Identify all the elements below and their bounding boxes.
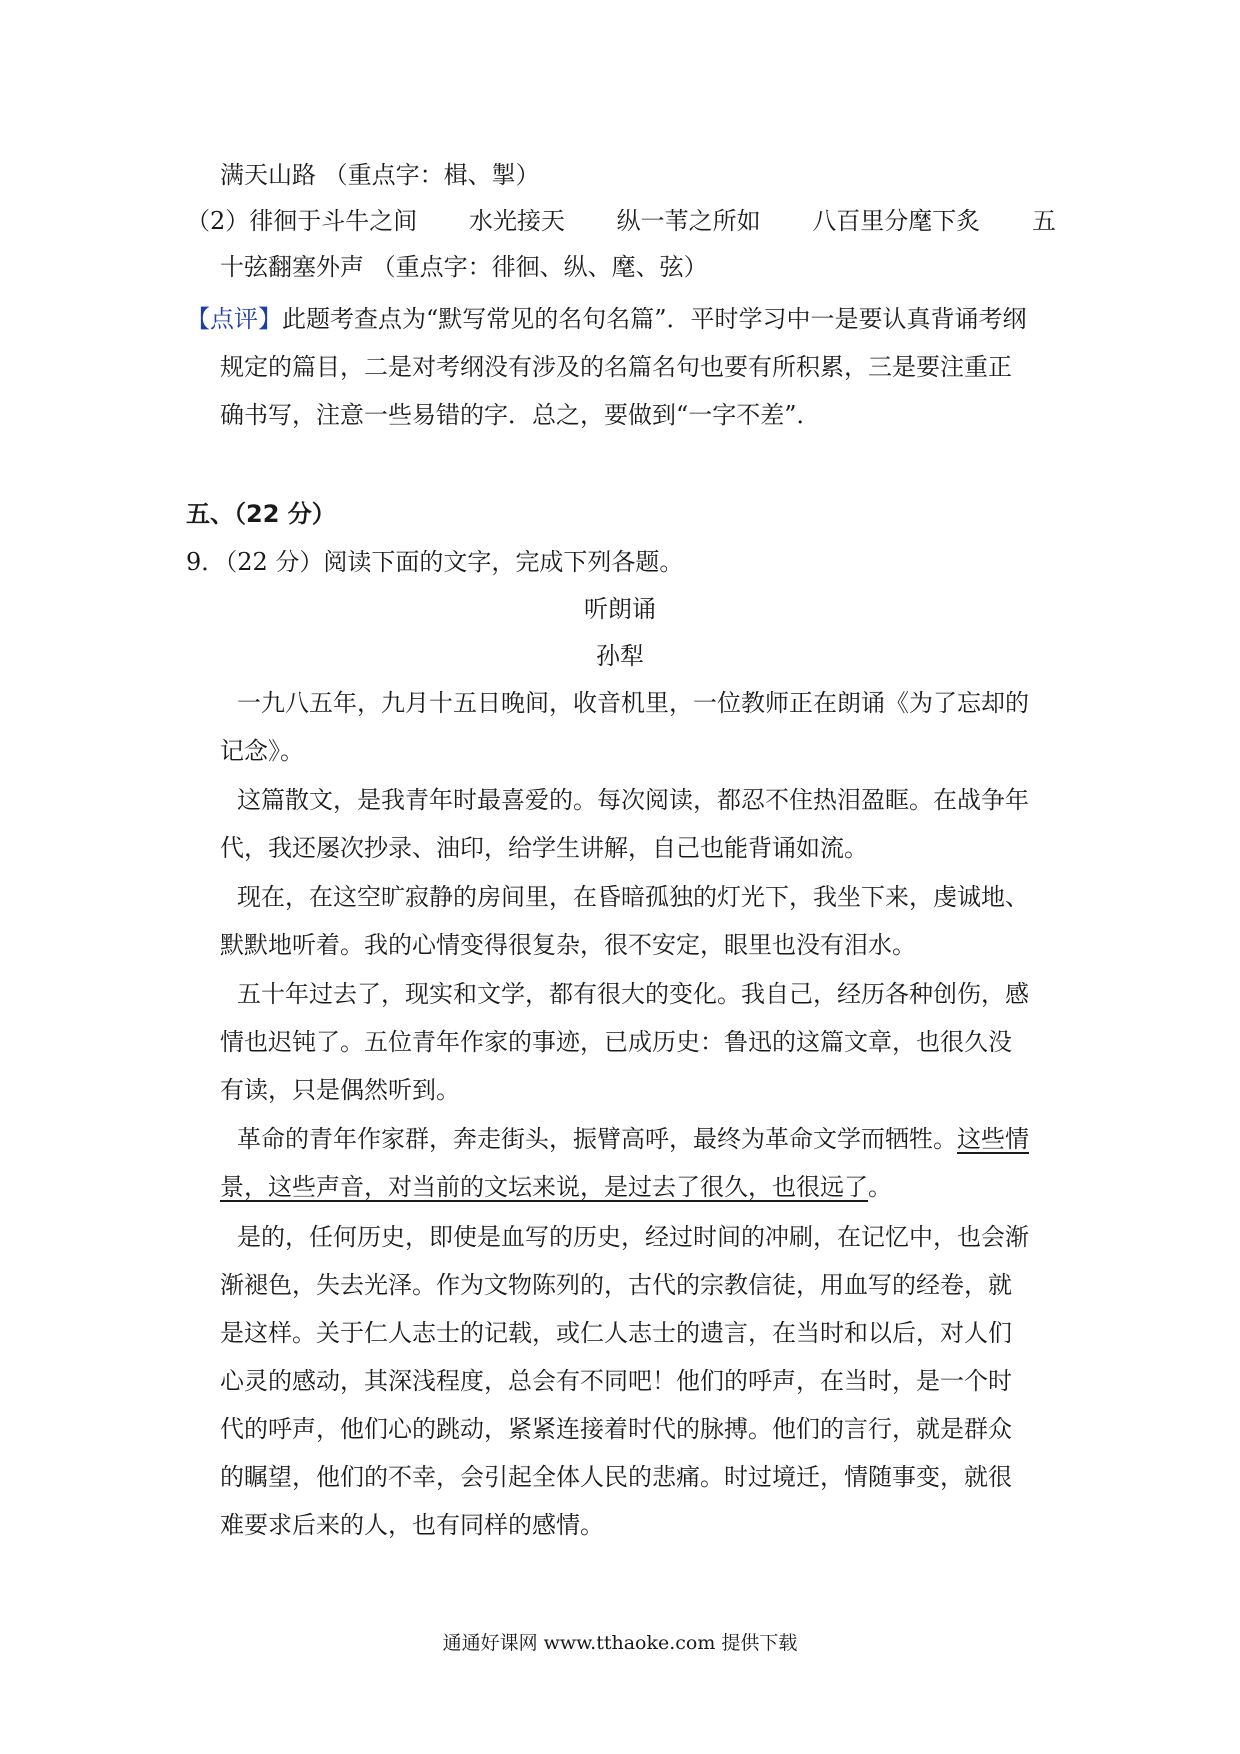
article-line: 是的，任何历史，即使是血写的历史，经过时间的冲刷，在记忆中，也会渐 [237, 1223, 1029, 1251]
section-heading: 五、（22 分） [186, 500, 336, 528]
article-line: 心灵的感动，其深浅程度，总会有不同吧！他们的呼声，在当时，是一个时 [220, 1367, 1012, 1395]
article-text: 革命的青年作家群，奔走街头，振臂高呼，最终为革命文学而牺牲。 [237, 1125, 957, 1153]
article-line: 这篇散文，是我青年时最喜爱的。每次阅读，都忍不住热泪盈眶。在战争年 [237, 786, 1029, 814]
answer-part: 八百里分麾下炙 [812, 207, 981, 235]
article-line: 代，我还屡次抄录、油印，给学生讲解，自己也能背诵如流。 [220, 834, 868, 862]
answer-part: 五 [1031, 207, 1056, 235]
underlined-text: 这些情 [957, 1125, 1029, 1153]
answer-line-2 [186, 204, 1056, 238]
article-line-underlined-start [237, 1122, 1029, 1156]
answer-part: 纵一苇之所如 [616, 207, 761, 235]
answer-part: 水光接天 [468, 207, 565, 235]
comment-text: 此题考查点为“默写常见的名句名篇”．平时学习中一是要认真背诵考纲 [282, 305, 1027, 333]
article-author: 孙犁 [596, 642, 644, 670]
article-line: 是这样。关于仁人志士的记载，或仁人志士的遗言，在当时和以后，对人们 [220, 1319, 1012, 1347]
answer-line-3: 十弦翻塞外声 （重点字：徘徊、纵、麾、弦） [220, 253, 708, 281]
question-text: 9．（22 分）阅读下面的文字，完成下列各题。 [186, 548, 684, 576]
article-title: 听朗诵 [584, 595, 656, 623]
article-line: 记念》。 [220, 737, 304, 765]
comment-tag: 【点评】 [186, 305, 282, 333]
comment-line-1 [186, 302, 1027, 336]
article-line: 一九八五年，九月十五日晚间，收音机里，一位教师正在朗诵《为了忘却的 [237, 689, 1029, 717]
article-line: 默默地听着。我的心情变得很复杂，很不安定，眼里也没有泪水。 [220, 931, 916, 959]
comment-line-3: 确书写，注意一些易错的字．总之，要做到“一字不差”． [220, 401, 821, 429]
answer-part: （2）徘徊于斗牛之间 [186, 207, 418, 235]
article-line: 代的呼声，他们心的跳动，紧紧连接着时代的脉搏。他们的言行，就是群众 [220, 1415, 1012, 1443]
article-line: 有读，只是偶然听到。 [220, 1076, 460, 1104]
article-line: 现在，在这空旷寂静的房间里，在昏暗孤独的灯光下，我坐下来，虔诚地、 [237, 883, 1029, 911]
underlined-text: 景，这些声音，对当前的文坛来说，是过去了很久，也很远了 [220, 1173, 868, 1201]
article-text: 。 [868, 1173, 892, 1201]
article-line: 难要求后来的人，也有同样的感情。 [220, 1511, 604, 1539]
page-footer: 通通好课网 www.tthaoke.com 提供下载 [442, 1632, 798, 1654]
answer-line-1: 满天山路 （重点字：楫、掣） [220, 161, 540, 189]
article-line-underlined-end [220, 1170, 892, 1204]
article-line: 情也迟钝了。五位青年作家的事迹，已成历史：鲁迅的这篇文章，也很久没 [220, 1028, 1012, 1056]
comment-line-2: 规定的篇目，二是对考纲没有涉及的名篇名句也要有所积累，三是要注重正 [220, 353, 1012, 381]
article-line: 渐褪色，失去光泽。作为文物陈列的，古代的宗教信徒，用血写的经卷，就 [220, 1271, 1012, 1299]
article-line: 五十年过去了，现实和文学，都有很大的变化。我自己，经历各种创伤，感 [237, 980, 1029, 1008]
article-line: 的瞩望，他们的不幸，会引起全体人民的悲痛。时过境迁，情随事变，就很 [220, 1463, 1012, 1491]
